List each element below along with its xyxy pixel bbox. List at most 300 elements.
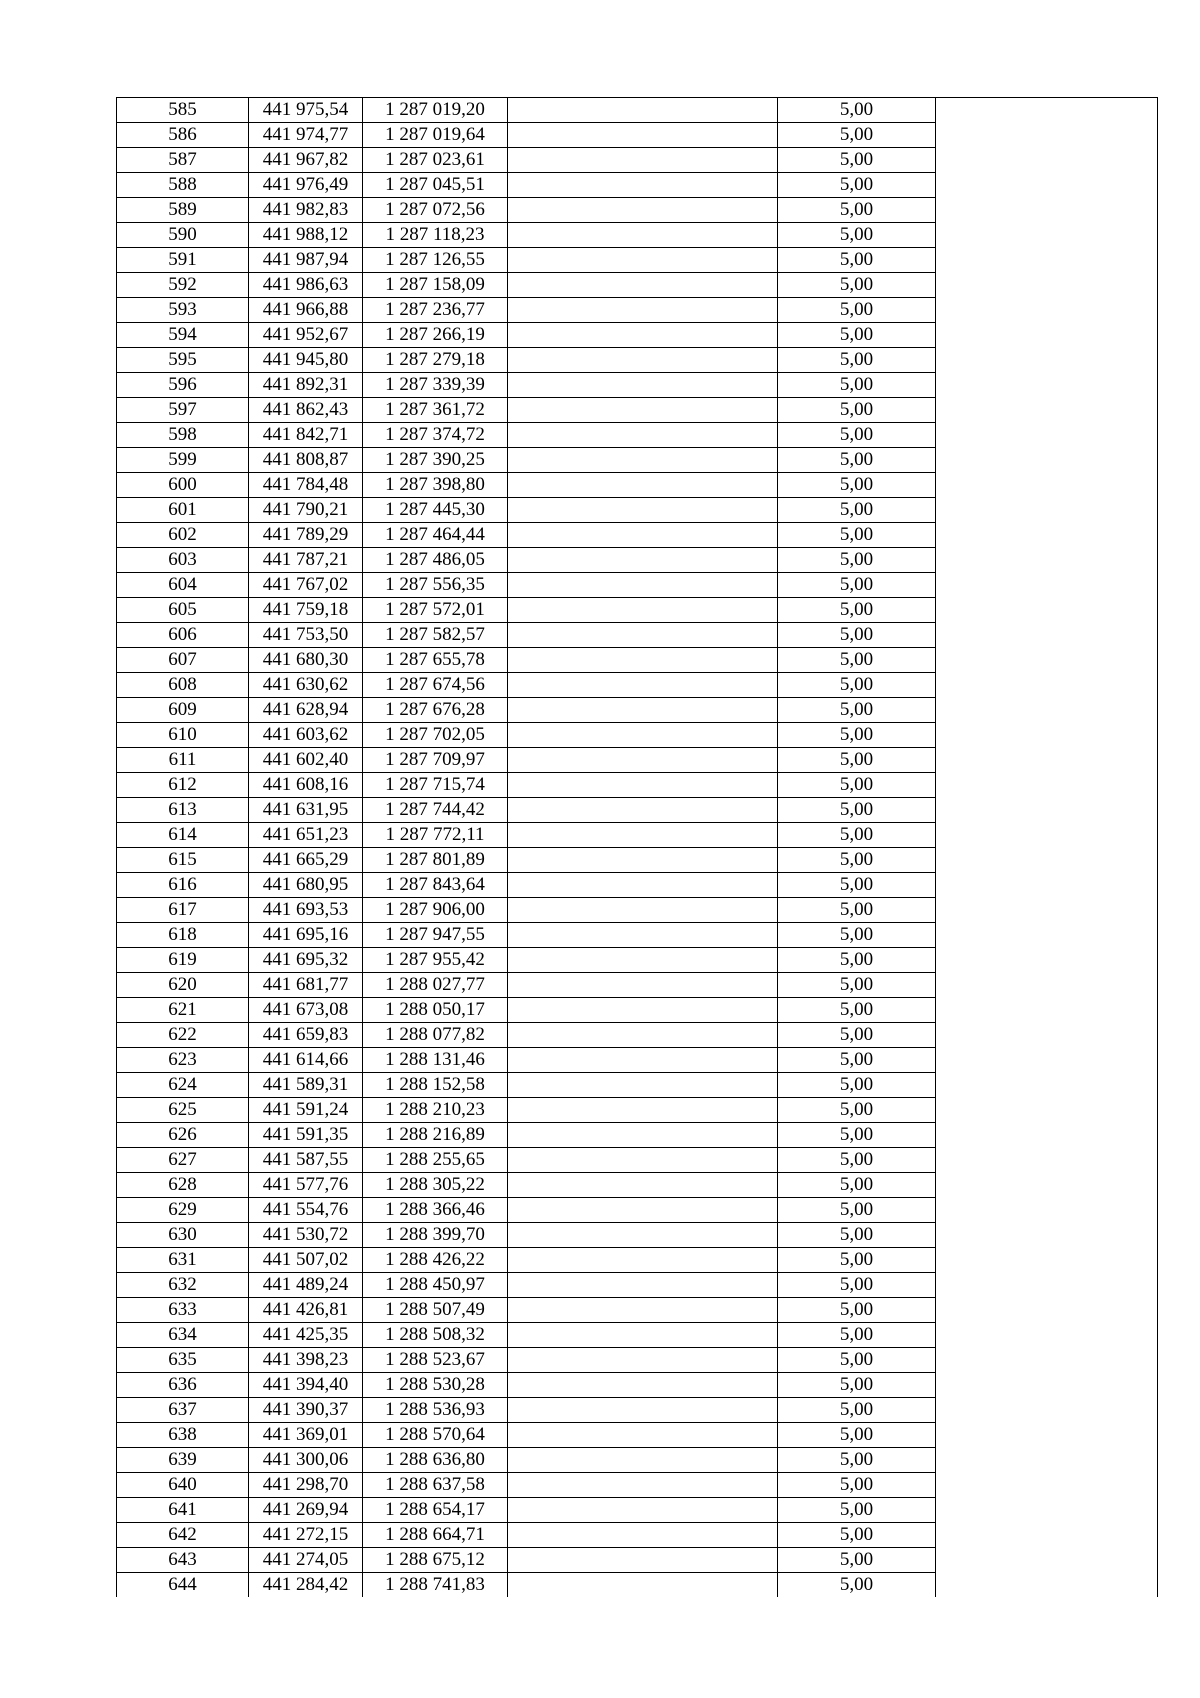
blank-cell: [508, 248, 778, 273]
table-row: [117, 1273, 1158, 1298]
x-coordinate-cell: 441 681,77: [249, 973, 363, 998]
x-coordinate-cell: 441 591,35: [249, 1123, 363, 1148]
y-coordinate-cell: 1 287 556,35: [363, 573, 508, 598]
blank-cell: [508, 1348, 778, 1373]
y-coordinate-cell: 1 288 664,71: [363, 1523, 508, 1548]
point-number-cell: 603: [117, 548, 249, 573]
table-row: [117, 648, 1158, 673]
value-cell: 5,00: [778, 1323, 936, 1348]
blank-cell: [508, 448, 778, 473]
blank-cell-last: [936, 98, 1158, 123]
blank-cell-last: [936, 1173, 1158, 1198]
table-row: [117, 1248, 1158, 1273]
x-coordinate-cell: 441 274,05: [249, 1548, 363, 1573]
y-coordinate-cell: 1 288 507,49: [363, 1298, 508, 1323]
x-coordinate-cell: 441 603,62: [249, 723, 363, 748]
blank-cell: [508, 523, 778, 548]
point-number-cell: 624: [117, 1073, 249, 1098]
value-cell: 5,00: [778, 1373, 936, 1398]
blank-cell: [508, 723, 778, 748]
y-coordinate-cell: 1 288 027,77: [363, 973, 508, 998]
table-row: [117, 698, 1158, 723]
value-cell: 5,00: [778, 1123, 936, 1148]
blank-cell: [508, 1573, 778, 1598]
blank-cell-last: [936, 498, 1158, 523]
x-coordinate-cell: 441 390,37: [249, 1398, 363, 1423]
table-row: [117, 773, 1158, 798]
blank-cell: [508, 1373, 778, 1398]
table-row: [117, 1473, 1158, 1498]
x-coordinate-cell: 441 976,49: [249, 173, 363, 198]
y-coordinate-cell: 1 287 045,51: [363, 173, 508, 198]
y-coordinate-cell: 1 288 366,46: [363, 1198, 508, 1223]
blank-cell: [508, 373, 778, 398]
y-coordinate-cell: 1 288 523,67: [363, 1348, 508, 1373]
blank-cell-last: [936, 848, 1158, 873]
table-row: [117, 1398, 1158, 1423]
blank-cell: [508, 848, 778, 873]
value-cell: 5,00: [778, 923, 936, 948]
point-number-cell: 602: [117, 523, 249, 548]
blank-cell-last: [936, 1548, 1158, 1573]
y-coordinate-cell: 1 287 361,72: [363, 398, 508, 423]
point-number-cell: 605: [117, 598, 249, 623]
y-coordinate-cell: 1 287 023,61: [363, 148, 508, 173]
point-number-cell: 638: [117, 1423, 249, 1448]
table-row: [117, 748, 1158, 773]
blank-cell: [508, 1498, 778, 1523]
blank-cell-last: [936, 1298, 1158, 1323]
point-number-cell: 606: [117, 623, 249, 648]
value-cell: 5,00: [778, 873, 936, 898]
x-coordinate-cell: 441 284,42: [249, 1573, 363, 1598]
table-row: [117, 873, 1158, 898]
x-coordinate-cell: 441 628,94: [249, 698, 363, 723]
y-coordinate-cell: 1 287 072,56: [363, 198, 508, 223]
value-cell: 5,00: [778, 673, 936, 698]
x-coordinate-cell: 441 631,95: [249, 798, 363, 823]
blank-cell-last: [936, 1323, 1158, 1348]
x-coordinate-cell: 441 952,67: [249, 323, 363, 348]
blank-cell: [508, 1273, 778, 1298]
value-cell: 5,00: [778, 223, 936, 248]
value-cell: 5,00: [778, 523, 936, 548]
blank-cell: [508, 1223, 778, 1248]
x-coordinate-cell: 441 369,01: [249, 1423, 363, 1448]
value-cell: 5,00: [778, 1348, 936, 1373]
x-coordinate-cell: 441 784,48: [249, 473, 363, 498]
blank-cell: [508, 873, 778, 898]
x-coordinate-cell: 441 530,72: [249, 1223, 363, 1248]
blank-cell: [508, 748, 778, 773]
x-coordinate-cell: 441 988,12: [249, 223, 363, 248]
blank-cell-last: [936, 1023, 1158, 1048]
value-cell: 5,00: [778, 1048, 936, 1073]
coordinates-table: [116, 97, 1158, 1597]
blank-cell-last: [936, 1098, 1158, 1123]
y-coordinate-cell: 1 287 126,55: [363, 248, 508, 273]
y-coordinate-cell: 1 287 702,05: [363, 723, 508, 748]
point-number-cell: 620: [117, 973, 249, 998]
blank-cell-last: [936, 298, 1158, 323]
point-number-cell: 616: [117, 873, 249, 898]
point-number-cell: 626: [117, 1123, 249, 1148]
table-row: [117, 1548, 1158, 1573]
table-row: [117, 523, 1158, 548]
blank-cell-last: [936, 248, 1158, 273]
value-cell: 5,00: [778, 1223, 936, 1248]
table-row: [117, 98, 1158, 123]
point-number-cell: 617: [117, 898, 249, 923]
value-cell: 5,00: [778, 973, 936, 998]
y-coordinate-cell: 1 287 709,97: [363, 748, 508, 773]
table-row: [117, 148, 1158, 173]
blank-cell-last: [936, 273, 1158, 298]
blank-cell-last: [936, 973, 1158, 998]
blank-cell: [508, 98, 778, 123]
blank-cell-last: [936, 1373, 1158, 1398]
point-number-cell: 627: [117, 1148, 249, 1173]
y-coordinate-cell: 1 287 279,18: [363, 348, 508, 373]
point-number-cell: 613: [117, 798, 249, 823]
point-number-cell: 601: [117, 498, 249, 523]
y-coordinate-cell: 1 287 019,64: [363, 123, 508, 148]
blank-cell-last: [936, 423, 1158, 448]
blank-cell-last: [936, 373, 1158, 398]
blank-cell-last: [936, 1223, 1158, 1248]
blank-cell-last: [936, 1123, 1158, 1148]
point-number-cell: 642: [117, 1523, 249, 1548]
x-coordinate-cell: 441 577,76: [249, 1173, 363, 1198]
point-number-cell: 632: [117, 1273, 249, 1298]
blank-cell-last: [936, 748, 1158, 773]
x-coordinate-cell: 441 608,16: [249, 773, 363, 798]
blank-cell-last: [936, 1523, 1158, 1548]
point-number-cell: 612: [117, 773, 249, 798]
x-coordinate-cell: 441 614,66: [249, 1048, 363, 1073]
value-cell: 5,00: [778, 723, 936, 748]
table-row: [117, 1173, 1158, 1198]
blank-cell: [508, 1248, 778, 1273]
x-coordinate-cell: 441 426,81: [249, 1298, 363, 1323]
table-row: [117, 273, 1158, 298]
x-coordinate-cell: 441 986,63: [249, 273, 363, 298]
blank-cell-last: [936, 348, 1158, 373]
x-coordinate-cell: 441 300,06: [249, 1448, 363, 1473]
blank-cell-last: [936, 1473, 1158, 1498]
point-number-cell: 609: [117, 698, 249, 723]
y-coordinate-cell: 1 287 955,42: [363, 948, 508, 973]
blank-cell-last: [936, 1048, 1158, 1073]
table-row: [117, 1448, 1158, 1473]
table-row: [117, 1573, 1158, 1598]
point-number-cell: 634: [117, 1323, 249, 1348]
y-coordinate-cell: 1 288 152,58: [363, 1073, 508, 1098]
value-cell: 5,00: [778, 598, 936, 623]
value-cell: 5,00: [778, 1523, 936, 1548]
y-coordinate-cell: 1 287 398,80: [363, 473, 508, 498]
table-row: [117, 1498, 1158, 1523]
x-coordinate-cell: 441 695,16: [249, 923, 363, 948]
y-coordinate-cell: 1 288 131,46: [363, 1048, 508, 1073]
value-cell: 5,00: [778, 623, 936, 648]
point-number-cell: 623: [117, 1048, 249, 1073]
blank-cell: [508, 298, 778, 323]
value-cell: 5,00: [778, 1098, 936, 1123]
table-row: [117, 798, 1158, 823]
table-row: [117, 323, 1158, 348]
value-cell: 5,00: [778, 823, 936, 848]
point-number-cell: 643: [117, 1548, 249, 1573]
blank-cell-last: [936, 523, 1158, 548]
value-cell: 5,00: [778, 848, 936, 873]
y-coordinate-cell: 1 287 236,77: [363, 298, 508, 323]
value-cell: 5,00: [778, 1498, 936, 1523]
y-coordinate-cell: 1 288 050,17: [363, 998, 508, 1023]
table-row: [117, 548, 1158, 573]
point-number-cell: 635: [117, 1348, 249, 1373]
y-coordinate-cell: 1 288 636,80: [363, 1448, 508, 1473]
table-row: [117, 1073, 1158, 1098]
y-coordinate-cell: 1 287 655,78: [363, 648, 508, 673]
table-row: [117, 848, 1158, 873]
blank-cell: [508, 398, 778, 423]
x-coordinate-cell: 441 862,43: [249, 398, 363, 423]
x-coordinate-cell: 441 272,15: [249, 1523, 363, 1548]
point-number-cell: 610: [117, 723, 249, 748]
table-row: [117, 1223, 1158, 1248]
y-coordinate-cell: 1 287 266,19: [363, 323, 508, 348]
x-coordinate-cell: 441 987,94: [249, 248, 363, 273]
point-number-cell: 585: [117, 98, 249, 123]
table-row: [117, 823, 1158, 848]
blank-cell: [508, 898, 778, 923]
blank-cell: [508, 1298, 778, 1323]
point-number-cell: 625: [117, 1098, 249, 1123]
x-coordinate-cell: 441 695,32: [249, 948, 363, 973]
y-coordinate-cell: 1 287 445,30: [363, 498, 508, 523]
y-coordinate-cell: 1 287 158,09: [363, 273, 508, 298]
table-row: [117, 473, 1158, 498]
point-number-cell: 608: [117, 673, 249, 698]
table-row: [117, 423, 1158, 448]
value-cell: 5,00: [778, 123, 936, 148]
blank-cell: [508, 948, 778, 973]
x-coordinate-cell: 441 589,31: [249, 1073, 363, 1098]
x-coordinate-cell: 441 982,83: [249, 198, 363, 223]
table-row: [117, 623, 1158, 648]
point-number-cell: 588: [117, 173, 249, 198]
y-coordinate-cell: 1 288 508,32: [363, 1323, 508, 1348]
y-coordinate-cell: 1 288 216,89: [363, 1123, 508, 1148]
blank-cell: [508, 548, 778, 573]
blank-cell: [508, 348, 778, 373]
x-coordinate-cell: 441 425,35: [249, 1323, 363, 1348]
y-coordinate-cell: 1 287 947,55: [363, 923, 508, 948]
value-cell: 5,00: [778, 1423, 936, 1448]
table-row: [117, 673, 1158, 698]
x-coordinate-cell: 441 945,80: [249, 348, 363, 373]
point-number-cell: 598: [117, 423, 249, 448]
blank-cell: [508, 673, 778, 698]
y-coordinate-cell: 1 287 582,57: [363, 623, 508, 648]
blank-cell-last: [936, 473, 1158, 498]
point-number-cell: 594: [117, 323, 249, 348]
blank-cell-last: [936, 1198, 1158, 1223]
table-row: [117, 123, 1158, 148]
table-row: [117, 1373, 1158, 1398]
x-coordinate-cell: 441 489,24: [249, 1273, 363, 1298]
y-coordinate-cell: 1 288 741,83: [363, 1573, 508, 1598]
blank-cell-last: [936, 798, 1158, 823]
blank-cell-last: [936, 198, 1158, 223]
blank-cell-last: [936, 223, 1158, 248]
value-cell: 5,00: [778, 1448, 936, 1473]
point-number-cell: 633: [117, 1298, 249, 1323]
table-row: [117, 998, 1158, 1023]
blank-cell: [508, 148, 778, 173]
value-cell: 5,00: [778, 323, 936, 348]
value-cell: 5,00: [778, 798, 936, 823]
x-coordinate-cell: 441 680,30: [249, 648, 363, 673]
value-cell: 5,00: [778, 573, 936, 598]
value-cell: 5,00: [778, 548, 936, 573]
blank-cell: [508, 1448, 778, 1473]
table-row: [117, 448, 1158, 473]
blank-cell-last: [936, 998, 1158, 1023]
y-coordinate-cell: 1 288 450,97: [363, 1273, 508, 1298]
value-cell: 5,00: [778, 898, 936, 923]
y-coordinate-cell: 1 287 464,44: [363, 523, 508, 548]
x-coordinate-cell: 441 587,55: [249, 1148, 363, 1173]
table-row: [117, 973, 1158, 998]
value-cell: 5,00: [778, 1573, 936, 1598]
blank-cell-last: [936, 1273, 1158, 1298]
y-coordinate-cell: 1 288 255,65: [363, 1148, 508, 1173]
value-cell: 5,00: [778, 473, 936, 498]
blank-cell-last: [936, 1073, 1158, 1098]
blank-cell-last: [936, 773, 1158, 798]
table-row: [117, 1148, 1158, 1173]
x-coordinate-cell: 441 966,88: [249, 298, 363, 323]
point-number-cell: 621: [117, 998, 249, 1023]
table-row: [117, 598, 1158, 623]
blank-cell: [508, 1523, 778, 1548]
value-cell: 5,00: [778, 198, 936, 223]
table-row: [117, 723, 1158, 748]
point-number-cell: 644: [117, 1573, 249, 1598]
y-coordinate-cell: 1 287 906,00: [363, 898, 508, 923]
x-coordinate-cell: 441 974,77: [249, 123, 363, 148]
x-coordinate-cell: 441 759,18: [249, 598, 363, 623]
blank-cell: [508, 1148, 778, 1173]
blank-cell-last: [936, 1423, 1158, 1448]
blank-cell-last: [936, 673, 1158, 698]
blank-cell: [508, 1173, 778, 1198]
point-number-cell: 611: [117, 748, 249, 773]
x-coordinate-cell: 441 892,31: [249, 373, 363, 398]
value-cell: 5,00: [778, 498, 936, 523]
y-coordinate-cell: 1 287 843,64: [363, 873, 508, 898]
blank-cell: [508, 1548, 778, 1573]
value-cell: 5,00: [778, 1473, 936, 1498]
point-number-cell: 622: [117, 1023, 249, 1048]
table-row: [117, 498, 1158, 523]
blank-cell: [508, 323, 778, 348]
blank-cell-last: [936, 548, 1158, 573]
blank-cell-last: [936, 148, 1158, 173]
value-cell: 5,00: [778, 248, 936, 273]
blank-cell: [508, 798, 778, 823]
x-coordinate-cell: 441 394,40: [249, 1373, 363, 1398]
y-coordinate-cell: 1 288 570,64: [363, 1423, 508, 1448]
y-coordinate-cell: 1 287 572,01: [363, 598, 508, 623]
value-cell: 5,00: [778, 998, 936, 1023]
blank-cell: [508, 1473, 778, 1498]
table-row: [117, 248, 1158, 273]
blank-cell-last: [936, 723, 1158, 748]
table-row: [117, 1523, 1158, 1548]
blank-cell: [508, 1098, 778, 1123]
table-row: [117, 398, 1158, 423]
y-coordinate-cell: 1 288 675,12: [363, 1548, 508, 1573]
blank-cell: [508, 573, 778, 598]
blank-cell: [508, 473, 778, 498]
blank-cell: [508, 498, 778, 523]
x-coordinate-cell: 441 651,23: [249, 823, 363, 848]
table-row: [117, 948, 1158, 973]
blank-cell: [508, 423, 778, 448]
blank-cell: [508, 823, 778, 848]
y-coordinate-cell: 1 287 676,28: [363, 698, 508, 723]
blank-cell-last: [936, 898, 1158, 923]
y-coordinate-cell: 1 287 019,20: [363, 98, 508, 123]
value-cell: 5,00: [778, 148, 936, 173]
x-coordinate-cell: 441 398,23: [249, 1348, 363, 1373]
value-cell: 5,00: [778, 1198, 936, 1223]
blank-cell: [508, 1073, 778, 1098]
x-coordinate-cell: 441 693,53: [249, 898, 363, 923]
blank-cell-last: [936, 1573, 1158, 1598]
value-cell: 5,00: [778, 1023, 936, 1048]
blank-cell: [508, 198, 778, 223]
y-coordinate-cell: 1 288 426,22: [363, 1248, 508, 1273]
table-row: [117, 1323, 1158, 1348]
value-cell: 5,00: [778, 748, 936, 773]
value-cell: 5,00: [778, 648, 936, 673]
table-row: [117, 573, 1158, 598]
value-cell: 5,00: [778, 1073, 936, 1098]
x-coordinate-cell: 441 967,82: [249, 148, 363, 173]
point-number-cell: 618: [117, 923, 249, 948]
x-coordinate-cell: 441 602,40: [249, 748, 363, 773]
table-row: [117, 1198, 1158, 1223]
y-coordinate-cell: 1 288 399,70: [363, 1223, 508, 1248]
x-coordinate-cell: 441 269,94: [249, 1498, 363, 1523]
blank-cell: [508, 698, 778, 723]
point-number-cell: 631: [117, 1248, 249, 1273]
table-row: [117, 1123, 1158, 1148]
table-row: [117, 223, 1158, 248]
blank-cell: [508, 1398, 778, 1423]
blank-cell-last: [936, 1498, 1158, 1523]
blank-cell-last: [936, 948, 1158, 973]
blank-cell-last: [936, 873, 1158, 898]
point-number-cell: 639: [117, 1448, 249, 1473]
blank-cell: [508, 1123, 778, 1148]
table-row: [117, 1048, 1158, 1073]
value-cell: 5,00: [778, 398, 936, 423]
